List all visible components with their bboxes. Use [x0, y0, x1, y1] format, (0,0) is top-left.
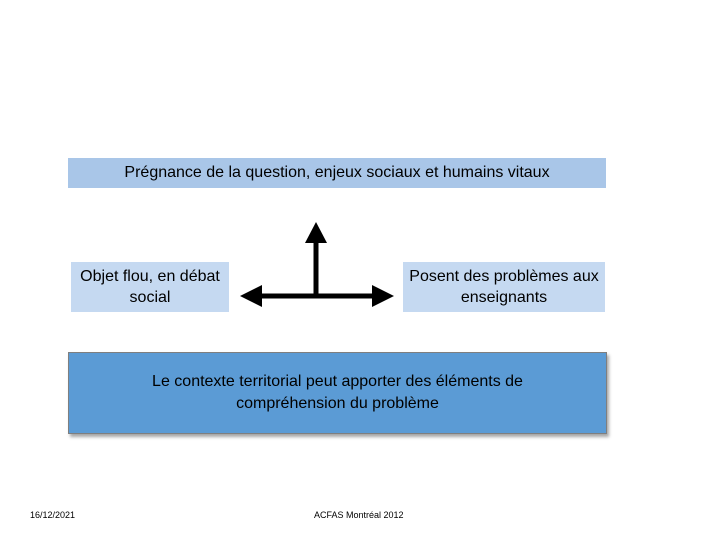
- bottom-context-box: [68, 352, 607, 434]
- left-concept-text: Objet flou, en débat social: [80, 268, 220, 306]
- top-concept-text: Prégnance de la question, enjeux sociaux et humains vitaux: [124, 164, 550, 181]
- left-arrow-head-icon: [240, 285, 262, 307]
- right-concept-text: Posent des problèmes aux enseignants: [409, 268, 599, 306]
- footer-event: ACFAS Montréal 2012: [314, 510, 404, 520]
- footer-date: 16/12/2021: [30, 510, 76, 520]
- right-arrow-head-icon: [372, 285, 394, 307]
- up-arrow-head-icon: [305, 222, 327, 243]
- bottom-context-text: Le contexte territorial peut apporter des éléments de compréhension du problème: [152, 373, 523, 412]
